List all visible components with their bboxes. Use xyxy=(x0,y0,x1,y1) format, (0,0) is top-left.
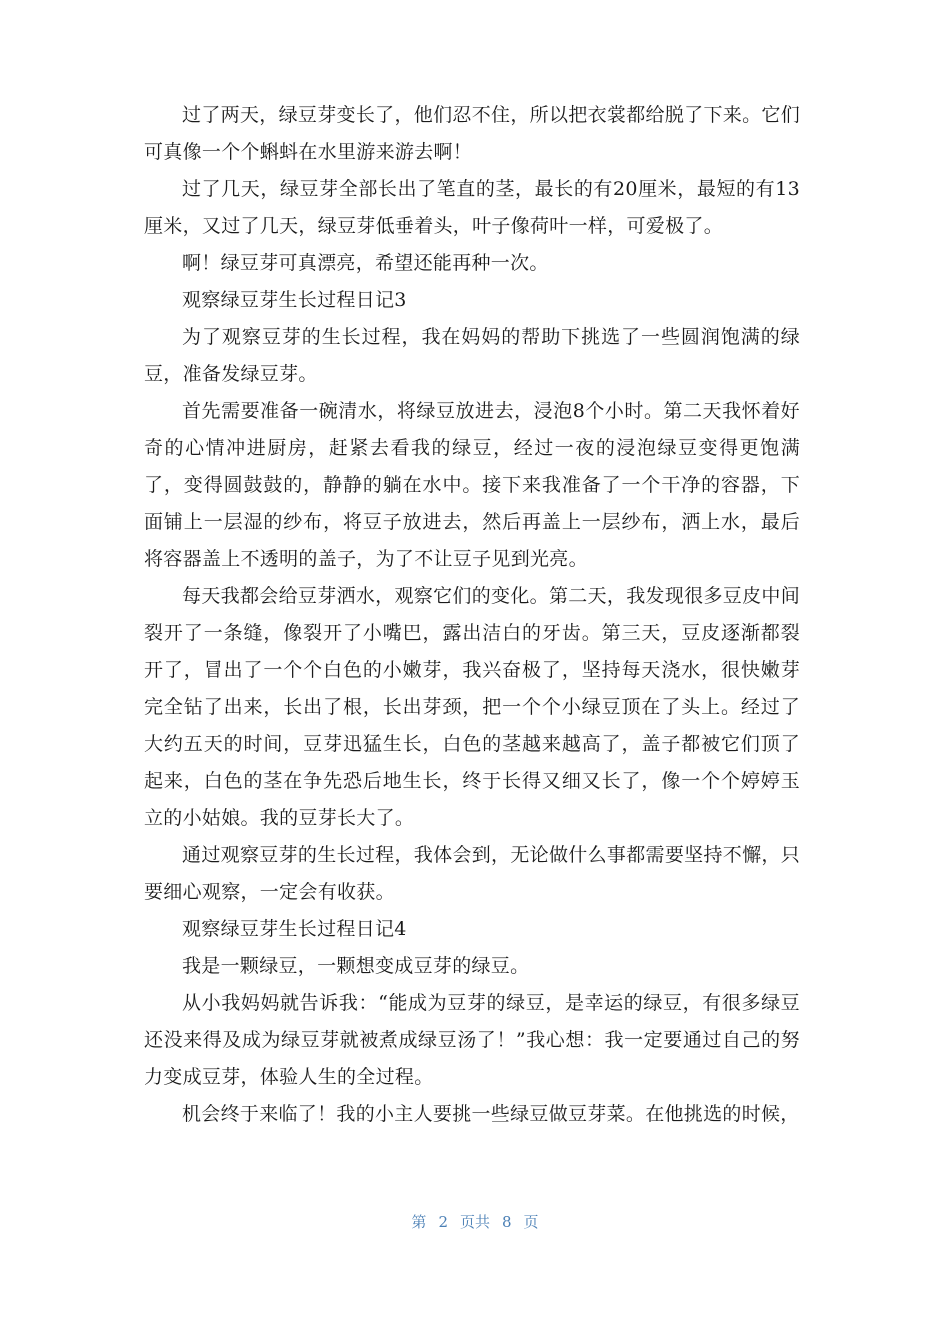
paragraph: 为了观察豆芽的生长过程，我在妈妈的帮助下挑选了一些圆润饱满的绿豆，准备发绿豆芽。 xyxy=(144,326,800,385)
paragraph: 首先需要准备一碗清水，将绿豆放进去，浸泡8个小时。第二天我怀着好奇的心情冲进厨房，赶紧去看我的绿豆，经过一夜的浸泡绿豆变得更饱满了，变得圆鼓鼓的，静静的躺在水中。接下来我准备了一个干净的容器，下面铺上一层湿的纱布，将豆子放进去，然后再盖上一层纱布，洒上水，最后将容器盖上不透明的盖子，为了不让豆子见到光亮。 xyxy=(144,400,800,570)
paragraph: 啊！绿豆芽可真漂亮，希望还能再种一次。 xyxy=(182,252,549,274)
footer-total-pages: 8 xyxy=(502,1213,512,1231)
paragraph: 每天我都会给豆芽洒水，观察它们的变化。第二天，我发现很多豆皮中间裂开了一条缝，像裂开了小嘴巴，露出洁白的牙齿。第三天，豆皮逐渐都裂开了，冒出了一个个白色的小嫩芽，我兴奋极了，坚持每天浇水，很快嫩芽完全钻了出来，长出了根，长出芽颈，把一个个小绿豆顶在了头上。经过了大约五天的时间，豆芽迅猛生长，白色的茎越来越高了，盖子都被它们顶了起来，白色的茎在争先恐后地生长，终于长得又细又长了，像一个个婷婷玉立的小姑娘。我的豆芽长大了。 xyxy=(144,585,800,829)
footer-current-page: 2 xyxy=(438,1213,448,1231)
document-body xyxy=(144,97,800,1133)
footer-prefix: 第 xyxy=(411,1213,427,1231)
section-heading: 观察绿豆芽生长过程日记4 xyxy=(182,918,407,940)
paragraph: 我是一颗绿豆，一颗想变成豆芽的绿豆。 xyxy=(182,955,530,977)
footer-middle: 页共 xyxy=(459,1213,490,1231)
paragraph: 过了几天，绿豆芽全部长出了笔直的茎，最长的有20厘米，最短的有13厘米，又过了几天，绿豆芽低垂着头，叶子像荷叶一样，可爱极了。 xyxy=(144,178,800,237)
paragraph: 通过观察豆芽的生长过程，我体会到，无论做什么事都需要坚持不懈，只要细心观察，一定会有收获。 xyxy=(144,844,800,903)
section-heading: 观察绿豆芽生长过程日记3 xyxy=(182,289,407,311)
paragraph: 从小我妈妈就告诉我：“能成为豆芽的绿豆，是幸运的绿豆，有很多绿豆还没来得及成为绿豆芽就被煮成绿豆汤了！”我心想：我一定要通过自己的努力变成豆芽，体验人生的全过程。 xyxy=(144,992,800,1088)
footer-suffix: 页 xyxy=(523,1213,539,1231)
paragraph: 过了两天，绿豆芽变长了，他们忍不住，所以把衣裳都给脱了下来。它们可真像一个个蝌蚪在水里游来游去啊！ xyxy=(144,104,800,163)
paragraph: 机会终于来临了！我的小主人要挑一些绿豆做豆芽菜。在他挑选的时候， xyxy=(182,1103,800,1125)
page-footer xyxy=(0,1211,950,1232)
